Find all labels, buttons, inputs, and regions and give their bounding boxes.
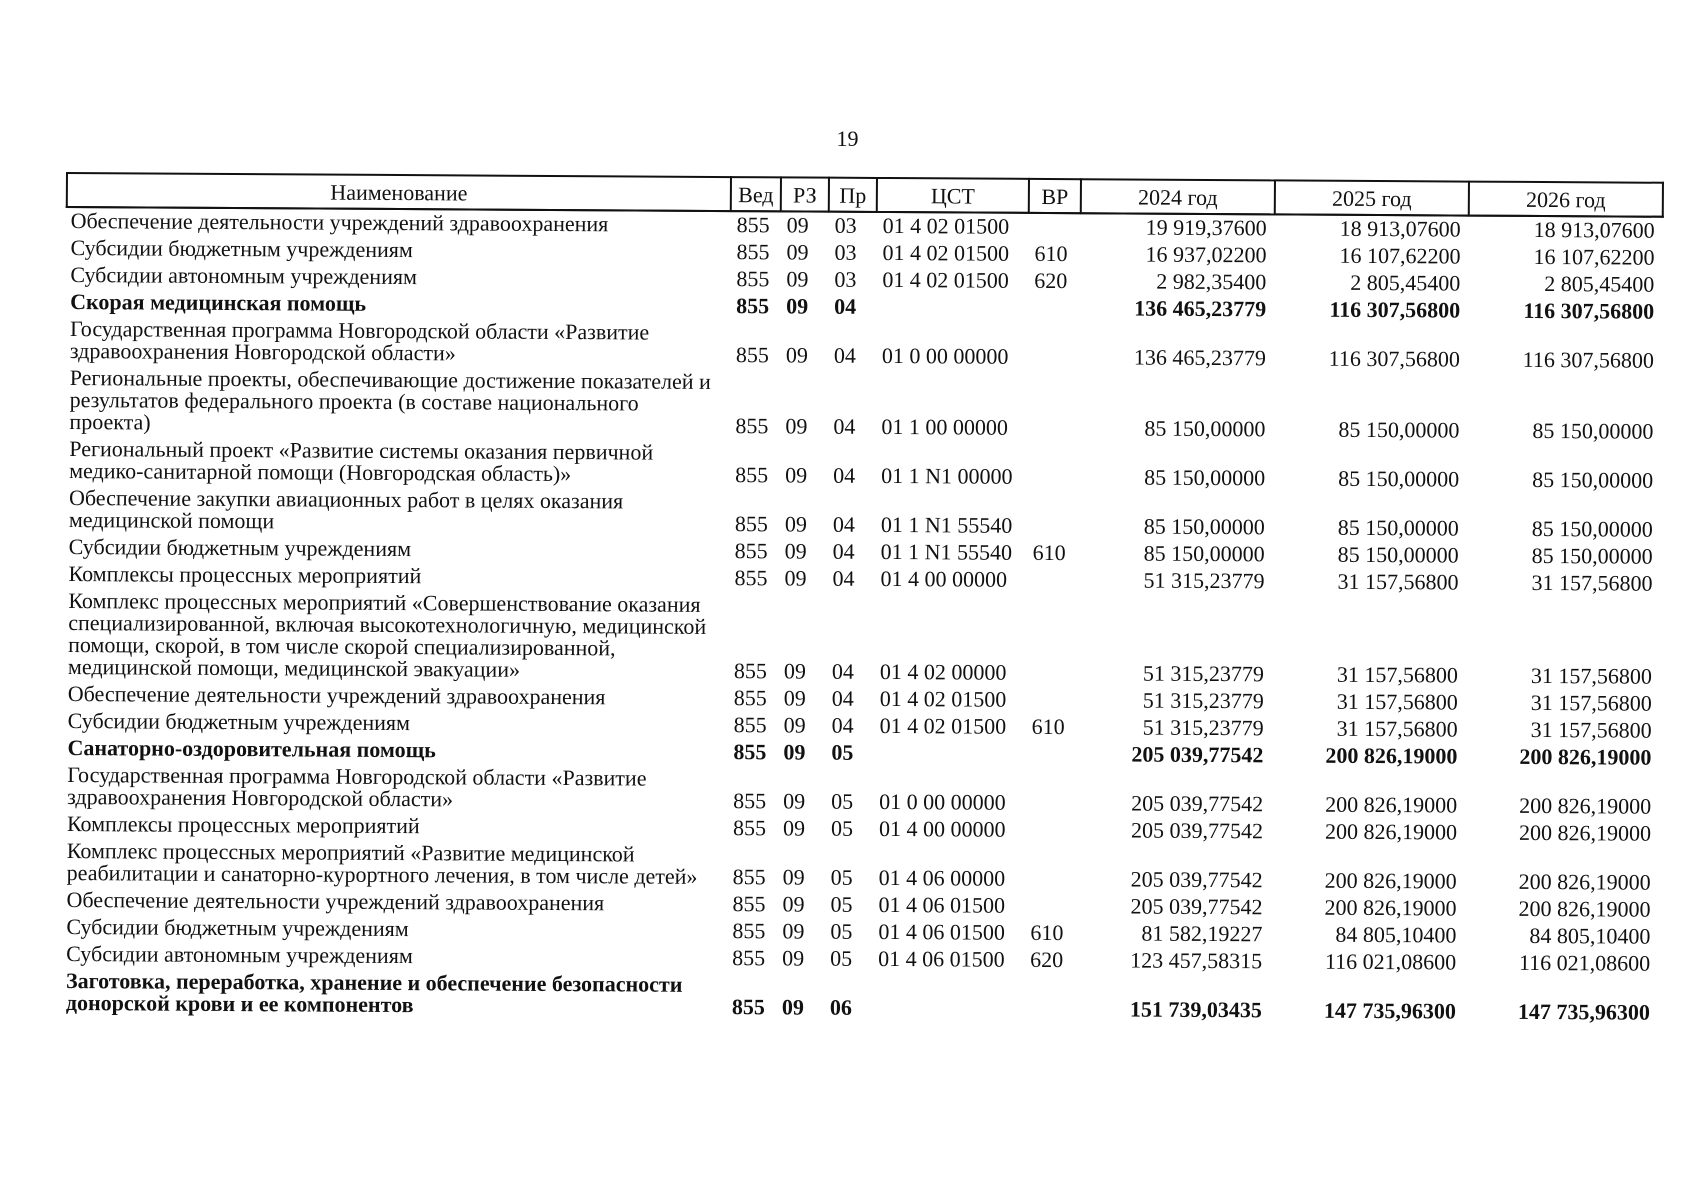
row-ved: 855 (733, 712, 767, 738)
row-ved: 855 (733, 788, 767, 814)
row-rz: 09 (783, 739, 806, 765)
row-amount-2025: 116 307,56800 (1328, 345, 1460, 372)
row-cst: 01 4 02 01500 (882, 266, 1009, 293)
row-amount-2024: 136 465,23779 (1134, 295, 1267, 322)
row-amount-2025: 85 150,00000 (1337, 514, 1459, 541)
row-rz: 09 (782, 891, 805, 917)
row-vr (1024, 893, 1076, 920)
row-cst: 01 1 N1 55540 (880, 538, 1013, 565)
row-amount-2025: 16 107,62200 (1339, 242, 1461, 269)
row-name: Обеспечение закупки авиационных работ в целях оказания медицинской помощи (68, 485, 624, 534)
header-ved: Вед (731, 177, 781, 211)
row-cst: 01 4 00 00000 (880, 565, 1008, 592)
row-rz: 09 (783, 685, 806, 711)
row-name: Комплекс процессных мероприятий «Совершенствование оказания специализированной, включая высокотехнологичную, медицинской помощи, скорой, в том числе скорой специализированной, медицинской помощи, медицинской эвакуации» (67, 588, 707, 682)
row-amount-2024: 85 150,00000 (1143, 513, 1265, 540)
row-name: Государственная программа Новгородской области «Развитие здравоохранения Новгородской области» (69, 316, 650, 366)
row-name: Комплексы процессных мероприятий (68, 561, 422, 589)
row-amount-2026: 2 805,45400 (1544, 271, 1655, 297)
row-amount-2025: 85 150,00000 (1338, 465, 1460, 492)
row-amount-2024: 51 315,23779 (1142, 660, 1265, 687)
row-cst: 01 4 02 01500 (882, 212, 1010, 239)
row-cst (876, 294, 1028, 322)
row-pr: 03 (834, 266, 857, 292)
row-amount-2024: 85 150,00000 (1143, 540, 1265, 567)
row-rz: 09 (786, 212, 809, 238)
row-amount-2026: 18 913,07600 (1533, 216, 1655, 243)
table-row (64, 588, 1661, 691)
row-vr (1027, 491, 1079, 540)
row-ved: 855 (732, 918, 766, 944)
row-pr: 06 (829, 994, 852, 1020)
row-amount-2026: 16 107,62200 (1533, 243, 1655, 270)
row-amount-2026: 85 150,00000 (1531, 515, 1653, 542)
row-amount-2026: 116 307,56800 (1523, 297, 1655, 324)
row-amount-2026: 147 735,96300 (1517, 998, 1650, 1025)
row-vr (1029, 213, 1081, 241)
row-rz: 09 (783, 788, 806, 814)
row-rz: 09 (785, 342, 808, 368)
row-pr: 04 (833, 342, 856, 368)
row-amount-2024: 51 315,23779 (1142, 714, 1264, 741)
row-name: Субсидии автономным учреждениям (70, 262, 418, 290)
row-amount-2026: 84 805,10400 (1529, 922, 1651, 949)
row-vr (1026, 687, 1078, 714)
row-amount-2026: 116 021,08600 (1518, 949, 1651, 976)
row-ved: 855 (734, 538, 768, 564)
row-rz: 09 (781, 994, 804, 1020)
row-pr: 05 (830, 815, 854, 841)
row-amount-2025: 31 157,56800 (1337, 568, 1459, 595)
row-cst: 01 0 00 00000 (881, 342, 1009, 369)
row-amount-2026: 116 307,56800 (1522, 346, 1654, 373)
row-rz: 09 (783, 712, 806, 738)
row-vr (1026, 567, 1078, 594)
row-amount-2026: 200 826,19000 (1518, 868, 1651, 895)
row-rz: 09 (786, 239, 809, 265)
row-amount-2026: 31 157,56800 (1530, 716, 1652, 743)
budget-table-sheet (61, 172, 1662, 1027)
row-name: Обеспечение деятельности учреждений здравоохранения (66, 887, 605, 916)
header-cst: ЦСТ (877, 178, 1029, 213)
row-rz: 09 (786, 293, 809, 319)
header-name: Наименование (67, 173, 731, 211)
row-cst: 01 4 02 01500 (879, 712, 1007, 739)
row-amount-2024: 205 039,77542 (1131, 741, 1264, 768)
table-row (62, 968, 1658, 1027)
row-name: Субсидии бюджетным учреждениям (70, 235, 413, 263)
row-amount-2025: 2 805,45400 (1350, 269, 1461, 296)
row-amount-2024: 136 465,23779 (1133, 344, 1266, 371)
row-ved: 855 (734, 511, 768, 537)
row-vr (1028, 322, 1080, 371)
row-amount-2026: 200 826,19000 (1518, 819, 1652, 846)
row-amount-2024: 205 039,77542 (1130, 866, 1263, 893)
row-amount-2024: 85 150,00000 (1144, 415, 1266, 442)
row-pr: 05 (830, 918, 853, 944)
row-amount-2026: 200 826,19000 (1518, 895, 1651, 922)
row-amount-2025: 200 826,19000 (1324, 867, 1457, 894)
row-name: Комплексы процессных мероприятий (66, 811, 420, 839)
row-amount-2026: 85 150,00000 (1532, 417, 1654, 444)
row-amount-2025: 31 157,56800 (1336, 688, 1458, 715)
header-vr: ВР (1029, 179, 1081, 213)
row-vr (1025, 817, 1077, 844)
header-rz: РЗ (781, 177, 829, 211)
row-name: Субсидии бюджетным учреждениям (68, 534, 412, 562)
row-ved: 855 (732, 945, 766, 971)
row-pr: 04 (832, 511, 855, 537)
header-2026: 2026 год (1469, 182, 1663, 217)
row-amount-2025: 31 157,56800 (1336, 715, 1458, 742)
header-2024: 2024 год (1081, 179, 1275, 214)
row-rz: 09 (782, 815, 806, 841)
row-cst: 01 4 00 00000 (878, 815, 1006, 842)
row-pr: 04 (831, 685, 854, 711)
row-ved: 855 (736, 266, 770, 292)
row-pr: 05 (830, 864, 853, 890)
row-rz: 09 (783, 658, 807, 684)
row-pr: 05 (831, 739, 854, 765)
row-name: Государственная программа Новгородской области «Развитие здравоохранения Новгородской области» (67, 762, 647, 812)
row-vr (1025, 768, 1077, 817)
row-amount-2025: 200 826,19000 (1324, 894, 1457, 921)
row-cst (872, 973, 1024, 1023)
row-cst: 01 4 06 01500 (878, 918, 1005, 945)
row-pr: 05 (831, 788, 854, 814)
budget-table (61, 172, 1664, 1027)
row-ved: 855 (735, 413, 769, 439)
row-name: Субсидии бюджетным учреждениям (67, 708, 411, 736)
row-vr: 620 (1034, 267, 1068, 294)
row-ved: 855 (736, 239, 770, 265)
row-amount-2024: 205 039,77542 (1130, 817, 1264, 844)
row-cst: 01 1 N1 55540 (880, 511, 1013, 538)
row-name: Субсидии автономным учреждениям (66, 941, 413, 969)
row-rz: 09 (786, 266, 809, 292)
row-amount-2024: 81 582,19227 (1141, 920, 1263, 947)
row-ved: 855 (733, 739, 767, 765)
row-name: Скорая медицинская помощь (70, 289, 367, 316)
row-rz: 09 (782, 864, 805, 890)
row-name: Обеспечение деятельности учреждений здравоохранения (67, 681, 606, 710)
row-ved: 855 (733, 685, 767, 711)
row-ved: 855 (732, 891, 766, 917)
row-vr (1027, 442, 1079, 491)
row-ved: 855 (732, 815, 767, 841)
row-amount-2026: 31 157,56800 (1530, 689, 1652, 716)
row-cst: 01 4 02 01500 (882, 239, 1010, 266)
row-name: Заготовка, переработка, хранение и обеспечение безопасности донорской крови и ее компонентов (65, 968, 683, 1018)
row-name: Санаторно-оздоровительная помощь (67, 735, 436, 763)
row-amount-2024: 151 739,03435 (1129, 996, 1262, 1023)
row-amount-2024: 2 982,35400 (1156, 268, 1267, 295)
row-vr (1027, 371, 1079, 442)
row-amount-2025: 200 826,19000 (1324, 818, 1458, 845)
row-pr: 04 (833, 462, 856, 488)
row-amount-2024: 51 315,23779 (1143, 567, 1265, 594)
header-2025: 2025 год (1275, 180, 1469, 215)
row-amount-2025: 85 150,00000 (1338, 416, 1460, 443)
row-pr: 03 (834, 239, 857, 265)
row-amount-2026: 31 157,56800 (1530, 662, 1653, 689)
row-cst (873, 740, 1025, 768)
row-pr: 05 (830, 891, 853, 917)
row-amount-2024: 51 315,23779 (1142, 687, 1264, 714)
row-ved: 855 (735, 462, 769, 488)
row-rz: 09 (782, 945, 805, 971)
row-vr (1025, 741, 1077, 768)
row-pr: 04 (834, 293, 857, 319)
table-body (62, 207, 1663, 1027)
row-rz: 09 (784, 565, 807, 591)
row-vr (1028, 295, 1080, 322)
row-ved: 855 (733, 658, 768, 684)
row-ved: 855 (731, 994, 765, 1020)
row-rz: 09 (785, 413, 808, 439)
row-vr: 610 (1032, 539, 1066, 566)
row-ved: 855 (735, 342, 769, 368)
row-ved: 855 (736, 293, 770, 319)
row-pr: 04 (832, 538, 855, 564)
row-cst: 01 0 00 00000 (879, 788, 1006, 815)
row-vr: 610 (1030, 919, 1064, 946)
row-amount-2026: 85 150,00000 (1531, 542, 1653, 569)
row-cst: 01 1 00 00000 (881, 413, 1009, 440)
row-amount-2025: 200 826,19000 (1325, 742, 1458, 769)
row-cst: 01 4 06 01500 (878, 891, 1006, 918)
row-amount-2025: 84 805,10400 (1335, 921, 1457, 948)
row-name: Субсидии бюджетным учреждениям (66, 914, 409, 942)
row-amount-2024: 19 919,37600 (1145, 214, 1267, 241)
row-amount-2025: 18 913,07600 (1339, 215, 1461, 242)
row-name: Региональный проект «Развитие системы оказания первичной медико-санитарной помощи (Новгородская область)» (69, 436, 654, 487)
row-amount-2024: 123 457,58315 (1130, 947, 1263, 974)
row-amount-2024: 205 039,77542 (1131, 790, 1264, 817)
row-pr: 04 (832, 565, 855, 591)
row-pr: 05 (830, 945, 853, 971)
row-rz: 09 (784, 511, 807, 537)
row-amount-2026: 85 150,00000 (1532, 466, 1654, 493)
row-pr: 04 (831, 658, 855, 684)
row-pr: 04 (831, 712, 854, 738)
row-rz: 09 (785, 462, 808, 488)
row-cst: 01 4 06 00000 (878, 864, 1006, 891)
row-vr: 620 (1030, 946, 1064, 973)
row-cst: 01 4 06 01500 (878, 945, 1005, 972)
table-row (65, 365, 1661, 446)
header-pr: Пр (829, 178, 877, 212)
row-vr (1024, 974, 1076, 1023)
row-amount-2025: 116 021,08600 (1324, 948, 1457, 975)
row-amount-2025: 147 735,96300 (1323, 997, 1456, 1024)
row-amount-2025: 85 150,00000 (1337, 541, 1459, 568)
row-vr: 610 (1031, 713, 1065, 740)
row-amount-2026: 200 826,19000 (1519, 743, 1652, 770)
row-name: Региональные проекты, обеспечивающие достижение показателей и результатов федерального проекта (в составе национального проекта) (69, 365, 711, 435)
row-pr: 03 (834, 212, 857, 238)
row-ved: 855 (736, 212, 770, 238)
row-cst: 01 4 02 00000 (879, 658, 1007, 685)
row-amount-2025: 31 157,56800 (1336, 661, 1459, 688)
row-vr: 610 (1034, 240, 1068, 267)
row-rz: 09 (784, 538, 807, 564)
row-rz: 09 (782, 918, 805, 944)
page-number: 19 (836, 126, 859, 151)
row-name: Обеспечение деятельности учреждений здравоохранения (70, 208, 609, 237)
row-pr: 04 (833, 413, 856, 439)
row-amount-2024: 85 150,00000 (1144, 464, 1266, 491)
row-amount-2024: 16 937,02200 (1145, 241, 1267, 268)
row-amount-2025: 116 307,56800 (1329, 296, 1461, 323)
row-vr (1026, 594, 1079, 687)
row-name: Комплекс процессных мероприятий «Развитие медицинской реабилитации и санаторно-курортного лечения, в том числе детей» (66, 838, 698, 889)
row-cst: 01 4 02 01500 (879, 685, 1007, 712)
row-cst: 01 1 N1 00000 (881, 462, 1013, 489)
row-ved: 855 (732, 864, 766, 890)
row-amount-2025: 200 826,19000 (1325, 791, 1458, 818)
row-amount-2026: 200 826,19000 (1519, 792, 1652, 819)
row-ved: 855 (734, 565, 768, 591)
row-amount-2026: 31 157,56800 (1531, 569, 1653, 596)
row-amount-2024: 205 039,77542 (1130, 893, 1263, 920)
row-vr (1025, 844, 1077, 893)
